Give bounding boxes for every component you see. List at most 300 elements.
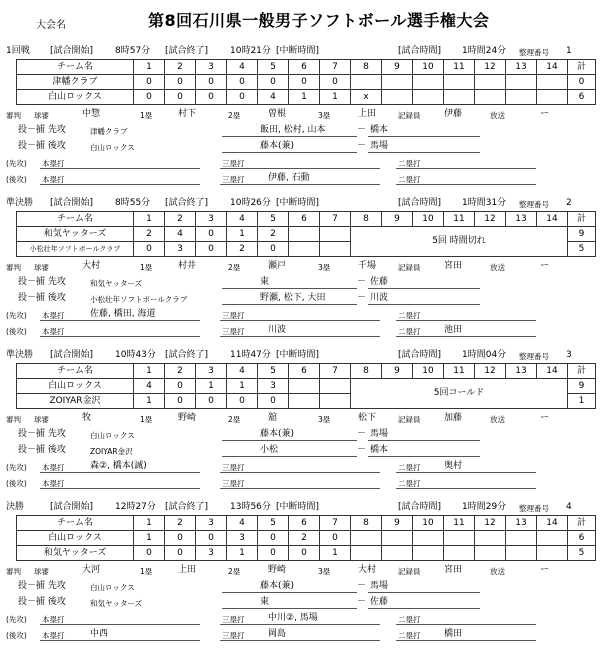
inning-header: 14 — [537, 60, 568, 75]
inning-header: 13 — [506, 212, 537, 227]
inning-score — [475, 546, 506, 561]
recorder-label: 記録員 — [398, 111, 421, 120]
hits-first-triple: 中川②, 馬場 — [268, 613, 318, 623]
inning-score — [475, 90, 506, 105]
battery-first-pitchers: 藤本(兼) — [260, 429, 295, 439]
battery-first-catcher: 橋本 — [370, 125, 389, 135]
hr-label: 本塁打 — [42, 159, 65, 168]
team-name: ZOIYAR金沢 — [17, 394, 134, 409]
inning-score: 0 — [134, 242, 165, 257]
seq-label: 整理番号 — [519, 200, 549, 209]
inning-score: 0 — [258, 394, 289, 409]
announcer-label: 放送 — [490, 567, 505, 576]
inning-score — [351, 75, 382, 90]
hr-label: 本塁打 — [42, 175, 65, 184]
inning-score: 0 — [258, 242, 289, 257]
inning-header: 12 — [475, 212, 506, 227]
start-label: [試合開始] — [50, 46, 94, 56]
inning-header: 12 — [475, 60, 506, 75]
inning-score: 0 — [258, 531, 289, 546]
total-score: 9 — [568, 379, 596, 394]
seq-number: 2 — [566, 198, 572, 208]
team-name: 和気ヤッターズ — [17, 227, 134, 242]
chief-label: 球審 — [34, 415, 49, 424]
inning-score — [289, 242, 320, 257]
round-label: 準決勝 — [6, 350, 34, 360]
first-base-umpire: 上田 — [178, 565, 197, 575]
battery-first-team: 津幡クラブ — [90, 127, 128, 136]
triple-label: 三塁打 — [222, 463, 245, 472]
battery-first-team: 白山ロックス — [90, 583, 135, 592]
seq-number: 3 — [566, 350, 572, 360]
team-name-header: チーム名 — [17, 60, 134, 75]
total-score: 6 — [568, 90, 596, 105]
chief-umpire: 大村 — [82, 261, 101, 271]
inning-header: 8 — [351, 364, 382, 379]
inning-score — [475, 531, 506, 546]
hits-first-label: (先攻) — [6, 615, 27, 624]
team-row — [17, 75, 596, 90]
third-base-umpire: 松下 — [358, 413, 377, 423]
recorder-name: 宮田 — [444, 261, 463, 271]
first-base-label: 1塁 — [140, 111, 153, 120]
seq-label: 整理番号 — [519, 352, 549, 361]
chief-umpire: 中惣 — [82, 109, 101, 119]
inning-header: 2 — [165, 364, 196, 379]
team-row — [17, 227, 596, 242]
hits-second-label: (後攻) — [6, 631, 27, 640]
inning-score — [351, 531, 382, 546]
inning-score: 1 — [134, 531, 165, 546]
inning-header: 計 — [568, 60, 596, 75]
inning-header: 13 — [506, 60, 537, 75]
chief-umpire: 牧 — [82, 413, 92, 423]
battery-first-catcher: 佐藤 — [370, 277, 389, 287]
inning-header: 14 — [537, 212, 568, 227]
inning-score: 2 — [134, 227, 165, 242]
triple-label: 三塁打 — [222, 631, 245, 640]
third-base-label: 3塁 — [318, 415, 331, 424]
battery-second-team: 和気ヤッターズ — [90, 599, 143, 608]
team-name: 白山ロックス — [17, 379, 134, 394]
inning-score: 0 — [227, 75, 258, 90]
team-row — [17, 546, 596, 561]
inning-header: 8 — [351, 212, 382, 227]
team-row — [17, 379, 596, 394]
inning-header: 8 — [351, 60, 382, 75]
inning-header: 1 — [134, 212, 165, 227]
start-label: [試合開始] — [50, 198, 94, 208]
battery-first-label: 投－捕 先攻 — [18, 581, 66, 591]
triple-label: 三塁打 — [222, 311, 245, 320]
inning-score: 0 — [227, 90, 258, 105]
inning-score — [320, 394, 351, 409]
inning-score — [537, 90, 568, 105]
announcer-name: ー — [540, 413, 550, 423]
end-time: 11時47分 — [230, 350, 271, 360]
inning-score: 0 — [258, 75, 289, 90]
inning-header: 9 — [382, 212, 413, 227]
score-header-row — [17, 516, 596, 531]
inning-header: 6 — [289, 60, 320, 75]
end-label: [試合終了] — [165, 502, 209, 512]
inning-header: 1 — [134, 364, 165, 379]
double-label: 二塁打 — [398, 615, 421, 624]
inning-header: 5 — [258, 516, 289, 531]
second-base-umpire: 曽根 — [268, 109, 287, 119]
inning-score: 0 — [258, 546, 289, 561]
inning-header: 12 — [475, 364, 506, 379]
inning-score: 0 — [165, 531, 196, 546]
hr-label: 本塁打 — [42, 311, 65, 320]
inning-header: 7 — [320, 212, 351, 227]
battery-second-label: 投－捕 後攻 — [18, 597, 66, 607]
inning-score: 1 — [289, 90, 320, 105]
duration-value: 1時間29分 — [462, 502, 507, 512]
duration-value: 1時間31分 — [462, 198, 507, 208]
recorder-label: 記録員 — [398, 415, 421, 424]
inning-header: 10 — [413, 212, 444, 227]
announcer-name: ー — [540, 109, 550, 119]
inning-score — [506, 90, 537, 105]
inning-header: 計 — [568, 212, 596, 227]
inning-score: 0 — [227, 394, 258, 409]
first-base-umpire: 村井 — [178, 261, 197, 271]
duration-label: [試合時間] — [398, 46, 442, 56]
seq-label: 整理番号 — [519, 504, 549, 513]
double-label: 二塁打 — [398, 175, 421, 184]
first-base-umpire: 野崎 — [178, 413, 197, 423]
inning-header: 3 — [196, 516, 227, 531]
inning-score — [444, 546, 475, 561]
battery-second-pitchers: 東 — [260, 597, 270, 607]
inning-score: 3 — [165, 242, 196, 257]
battery-second-catcher: 橋本 — [370, 445, 389, 455]
third-base-label: 3塁 — [318, 567, 331, 576]
game-block-3: 準決勝 [試合開始] 10時43分 [試合終了] 11時47分 [中断時間] [試合時間] 1時間04分 整理番号 3 チーム名 1 2 3 4 5 6 7 8 9 10 11 12 13 14 計 白山ロックス 4 0 1 1 3 5回コールド 9 ZOIYAR金沢 1 0 0 0 0 1 審判 球審 牧 1塁 野崎 2塁 舘 3塁 松下 記録員 加藤 放送 ー 投－捕 先攻 白山ロックス 藤本(兼) － 馬場 投－捕 後攻 ZOIYAR金沢 小松 － 橋本 (先攻) 本塁打 森②, 橋本(誠) 三塁打 二塁打 奥村 (後攻) 本塁打 三塁打 二塁打 — [0, 348, 600, 498]
inning-score — [289, 227, 320, 242]
inning-header: 3 — [196, 60, 227, 75]
suspend-label: [中断時間] — [276, 198, 320, 208]
duration-value: 1時間24分 — [462, 46, 507, 56]
inning-score — [413, 75, 444, 90]
recorder-name: 伊藤 — [444, 109, 463, 119]
inning-score: 0 — [289, 75, 320, 90]
end-time: 10時26分 — [230, 198, 271, 208]
hits-second-label: (後攻) — [6, 175, 27, 184]
hr-label: 本塁打 — [42, 615, 65, 624]
inning-score: 0 — [165, 90, 196, 105]
suspend-label: [中断時間] — [276, 46, 320, 56]
triple-label: 三塁打 — [222, 159, 245, 168]
start-time: 12時27分 — [115, 502, 156, 512]
inning-score: 1 — [320, 90, 351, 105]
battery-second-catcher: 佐藤 — [370, 597, 389, 607]
duration-label: [試合時間] — [398, 350, 442, 360]
total-score: 0 — [568, 75, 596, 90]
team-name-header: チーム名 — [17, 212, 134, 227]
score-table — [16, 515, 596, 561]
hits-first-label: (先攻) — [6, 463, 27, 472]
announcer-label: 放送 — [490, 111, 505, 120]
inning-header: 10 — [413, 364, 444, 379]
inning-header: 13 — [506, 364, 537, 379]
seq-label: 整理番号 — [519, 48, 549, 57]
inning-score: 1 — [134, 394, 165, 409]
umpire-label: 審判 — [6, 415, 21, 424]
hr-label: 本塁打 — [42, 463, 65, 472]
inning-score: 0 — [196, 227, 227, 242]
inning-header: 3 — [196, 364, 227, 379]
third-base-umpire: 大村 — [358, 565, 377, 575]
second-base-umpire: 瀬戸 — [268, 261, 287, 271]
inning-score: 1 — [227, 546, 258, 561]
inning-header: 6 — [289, 212, 320, 227]
game-block-1: 1回戦 [試合開始] 8時57分 [試合終了] 10時21分 [中断時間] [試合時間] 1時間24分 整理番号 1 チーム名 1 2 3 4 5 6 7 8 9 10 11 12 13 14 計 津幡クラブ 0 0 0 0 0 0 0 0 白山ロックス 0 0 0 0 4 1 1 x 6 審判 球審 中惣 1塁 村下 2塁 曽根 3塁 上田 記録員 伊藤 放送 ー 投－捕 先攻 津幡クラブ 飯田, 松村, 山本 － 橋本 投－捕 後攻 白山ロックス 藤本(兼) － 馬場 (先攻) 本塁打 三塁打 二塁打 (後攻) 本塁打 三塁打 伊藤, 石動 二塁打 — [0, 44, 600, 194]
inning-score — [289, 394, 320, 409]
battery-first-pitchers: 飯田, 松村, 山本 — [260, 125, 326, 135]
hits-second-hr: 中西 — [90, 629, 109, 639]
inning-header: 13 — [506, 516, 537, 531]
battery-second-label: 投－捕 後攻 — [18, 445, 66, 455]
battery-first-catcher: 馬場 — [370, 581, 389, 591]
battery-first-catcher: 馬場 — [370, 429, 389, 439]
inning-score — [537, 531, 568, 546]
hr-label: 本塁打 — [42, 327, 65, 336]
battery-second-team: ZOIYAR金沢 — [90, 447, 133, 456]
announcer-label: 放送 — [490, 415, 505, 424]
inning-header: 1 — [134, 516, 165, 531]
inning-score — [320, 379, 351, 394]
inning-header: 9 — [382, 60, 413, 75]
announcer-label: 放送 — [490, 263, 505, 272]
second-base-label: 2塁 — [228, 111, 241, 120]
inning-score — [289, 379, 320, 394]
total-score: 6 — [568, 531, 596, 546]
triple-label: 三塁打 — [222, 175, 245, 184]
inning-score — [382, 90, 413, 105]
inning-header: 10 — [413, 516, 444, 531]
inning-header: 4 — [227, 516, 258, 531]
first-base-label: 1塁 — [140, 415, 153, 424]
start-label: [試合開始] — [50, 502, 94, 512]
battery-second-team: 白山ロックス — [90, 143, 135, 152]
hr-label: 本塁打 — [42, 479, 65, 488]
battery-second-label: 投－捕 後攻 — [18, 293, 66, 303]
inning-score: 0 — [196, 242, 227, 257]
battery-second-pitchers: 小松 — [260, 445, 279, 455]
inning-header: 計 — [568, 364, 596, 379]
inning-header: 14 — [537, 516, 568, 531]
inning-header: 4 — [227, 212, 258, 227]
suspend-label: [中断時間] — [276, 350, 320, 360]
inning-score — [506, 75, 537, 90]
start-label: [試合開始] — [50, 350, 94, 360]
start-time: 10時43分 — [115, 350, 156, 360]
game-note: 5回 時間切れ — [351, 227, 568, 257]
score-header-row — [17, 60, 596, 75]
inning-header: 2 — [165, 212, 196, 227]
inning-score: 0 — [320, 531, 351, 546]
inning-header: 3 — [196, 212, 227, 227]
total-score: 5 — [568, 242, 596, 257]
end-label: [試合終了] — [165, 198, 209, 208]
battery-second-pitchers: 藤本(兼) — [260, 141, 295, 151]
inning-score: 0 — [134, 546, 165, 561]
inning-score — [351, 546, 382, 561]
inning-header: 11 — [444, 516, 475, 531]
triple-label: 三塁打 — [222, 615, 245, 624]
first-base-label: 1塁 — [140, 567, 153, 576]
announcer-name: ー — [540, 261, 550, 271]
hits-second-label: (後攻) — [6, 327, 27, 336]
duration-label: [試合時間] — [398, 502, 442, 512]
chief-umpire: 大河 — [82, 565, 101, 575]
battery-first-label: 投－捕 先攻 — [18, 277, 66, 287]
inning-score: 1 — [196, 379, 227, 394]
team-name-header: チーム名 — [17, 364, 134, 379]
battery-first-label: 投－捕 先攻 — [18, 429, 66, 439]
battery-first-pitchers: 東 — [260, 277, 270, 287]
inning-header: 5 — [258, 212, 289, 227]
double-label: 二塁打 — [398, 479, 421, 488]
umpire-label: 審判 — [6, 111, 21, 120]
inning-score: 4 — [134, 379, 165, 394]
duration-value: 1時間04分 — [462, 350, 507, 360]
third-base-umpire: 千場 — [358, 261, 377, 271]
first-base-label: 1塁 — [140, 263, 153, 272]
end-label: [試合終了] — [165, 46, 209, 56]
total-score: 5 — [568, 546, 596, 561]
inning-score: 0 — [196, 531, 227, 546]
inning-header: 5 — [258, 60, 289, 75]
inning-header: 11 — [444, 364, 475, 379]
inning-header: 10 — [413, 60, 444, 75]
team-name: 白山ロックス — [17, 90, 134, 105]
seq-number: 4 — [566, 502, 572, 512]
hits-second-label: (後攻) — [6, 479, 27, 488]
double-label: 二塁打 — [398, 159, 421, 168]
battery-first-team: 白山ロックス — [90, 431, 135, 440]
total-score: 1 — [568, 394, 596, 409]
team-row — [17, 531, 596, 546]
hits-second-double: 橋田 — [444, 629, 463, 639]
tournament-label: 大会名 — [36, 20, 66, 31]
inning-score — [320, 242, 351, 257]
inning-score — [444, 90, 475, 105]
inning-header: 6 — [289, 364, 320, 379]
inning-score — [537, 75, 568, 90]
inning-header: 9 — [382, 364, 413, 379]
recorder-name: 宮田 — [444, 565, 463, 575]
inning-score — [413, 546, 444, 561]
inning-header: 4 — [227, 60, 258, 75]
second-base-umpire: 舘 — [268, 413, 278, 423]
hits-first-double: 奥村 — [444, 461, 463, 471]
second-base-umpire: 野崎 — [268, 565, 287, 575]
inning-header: 7 — [320, 364, 351, 379]
recorder-label: 記録員 — [398, 567, 421, 576]
inning-header: 11 — [444, 60, 475, 75]
inning-score: 0 — [134, 90, 165, 105]
hr-label: 本塁打 — [42, 631, 65, 640]
inning-score: 3 — [196, 546, 227, 561]
umpire-label: 審判 — [6, 263, 21, 272]
inning-header: 4 — [227, 364, 258, 379]
team-name: 和気ヤッターズ — [17, 546, 134, 561]
hits-second-double: 池田 — [444, 325, 463, 335]
inning-score — [382, 75, 413, 90]
hits-first-hr: 森②, 橋本(誠) — [90, 461, 147, 471]
inning-header: 1 — [134, 60, 165, 75]
third-base-label: 3塁 — [318, 111, 331, 120]
double-label: 二塁打 — [398, 631, 421, 640]
game-block-4: 決勝 [試合開始] 12時27分 [試合終了] 13時56分 [中断時間] [試合時間] 1時間29分 整理番号 4 チーム名 1 2 3 4 5 6 7 8 9 10 11 12 13 14 計 白山ロックス 1 0 0 3 0 2 0 6 和気ヤッターズ 0 0 3 1 0 0 1 5 審判 球審 大河 1塁 上田 2塁 野崎 3塁 大村 記録員 宮田 放送 ー 投－捕 先攻 白山ロックス 藤本(兼) － 馬場 投－捕 後攻 和気ヤッターズ 東 － 佐藤 (先攻) 本塁打 三塁打 中川②, 馬場 二塁打 (後攻) 本塁打 中西 三塁打 岡島 二塁打 橋田 — [0, 500, 600, 650]
inning-score: 3 — [227, 531, 258, 546]
battery-second-catcher: 馬場 — [370, 141, 389, 151]
chief-label: 球審 — [34, 567, 49, 576]
recorder-name: 加藤 — [444, 413, 463, 423]
hits-first-label: (先攻) — [6, 159, 27, 168]
page-title: 第8回石川県一般男子ソフトボール選手権大会 — [148, 11, 490, 30]
double-label: 二塁打 — [398, 327, 421, 336]
chief-label: 球審 — [34, 263, 49, 272]
battery-second-label: 投－捕 後攻 — [18, 141, 66, 151]
team-name-header: チーム名 — [17, 516, 134, 531]
team-name: 津幡クラブ — [17, 75, 134, 90]
inning-score: 1 — [320, 546, 351, 561]
inning-header: 11 — [444, 212, 475, 227]
start-time: 8時57分 — [115, 46, 151, 56]
inning-header: 8 — [351, 516, 382, 531]
third-base-label: 3塁 — [318, 263, 331, 272]
battery-first-pitchers: 藤本(兼) — [260, 581, 295, 591]
seq-number: 1 — [566, 46, 572, 56]
battery-first-team: 和気ヤッターズ — [90, 279, 143, 288]
inning-score: 0 — [196, 90, 227, 105]
score-table — [16, 363, 596, 409]
inning-score: 1 — [227, 227, 258, 242]
inning-score — [506, 546, 537, 561]
inning-score — [413, 531, 444, 546]
chief-label: 球審 — [34, 111, 49, 120]
inning-score: 4 — [258, 90, 289, 105]
inning-score — [506, 531, 537, 546]
hits-second-triple: 岡島 — [268, 629, 287, 639]
game-block-2: 準決勝 [試合開始] 8時55分 [試合終了] 10時26分 [中断時間] [試合時間] 1時間31分 整理番号 2 チーム名 1 2 3 4 5 6 7 8 9 10 11 12 13 14 計 和気ヤッターズ 2 4 0 1 2 5回 時間切れ 9 小松壮年ソフトボールクラブ 0 3 0 2 0 5 審判 球審 大村 1塁 村井 2塁 瀬戸 3塁 千場 記録員 宮田 放送 ー 投－捕 先攻 和気ヤッターズ 東 － 佐藤 投－捕 後攻 小松壮年ソフトボールクラブ 野瀬, 松下, 大田 － 川波 (先攻) 本塁打 佐藤, 橋田, 海道 三塁打 二塁打 (後攻) 本塁打 三塁打 川波 二塁打 池田 — [0, 196, 600, 346]
battery-second-team: 小松壮年ソフトボールクラブ — [90, 295, 188, 304]
hits-first-label: (先攻) — [6, 311, 27, 320]
hits-first-hr: 佐藤, 橋田, 海道 — [90, 309, 156, 319]
inning-header: 7 — [320, 516, 351, 531]
inning-score — [320, 227, 351, 242]
team-name: 白山ロックス — [17, 531, 134, 546]
inning-score — [413, 90, 444, 105]
battery-first-label: 投－捕 先攻 — [18, 125, 66, 135]
total-score: 9 — [568, 227, 596, 242]
hits-second-triple: 川波 — [268, 325, 287, 335]
inning-score — [475, 75, 506, 90]
start-time: 8時55分 — [115, 198, 151, 208]
end-time: 13時56分 — [230, 502, 271, 512]
inning-score: 2 — [258, 227, 289, 242]
inning-score: 4 — [165, 227, 196, 242]
inning-header: 6 — [289, 516, 320, 531]
inning-header: 5 — [258, 364, 289, 379]
round-label: 決勝 — [6, 502, 25, 512]
inning-header: 12 — [475, 516, 506, 531]
end-time: 10時21分 — [230, 46, 271, 56]
